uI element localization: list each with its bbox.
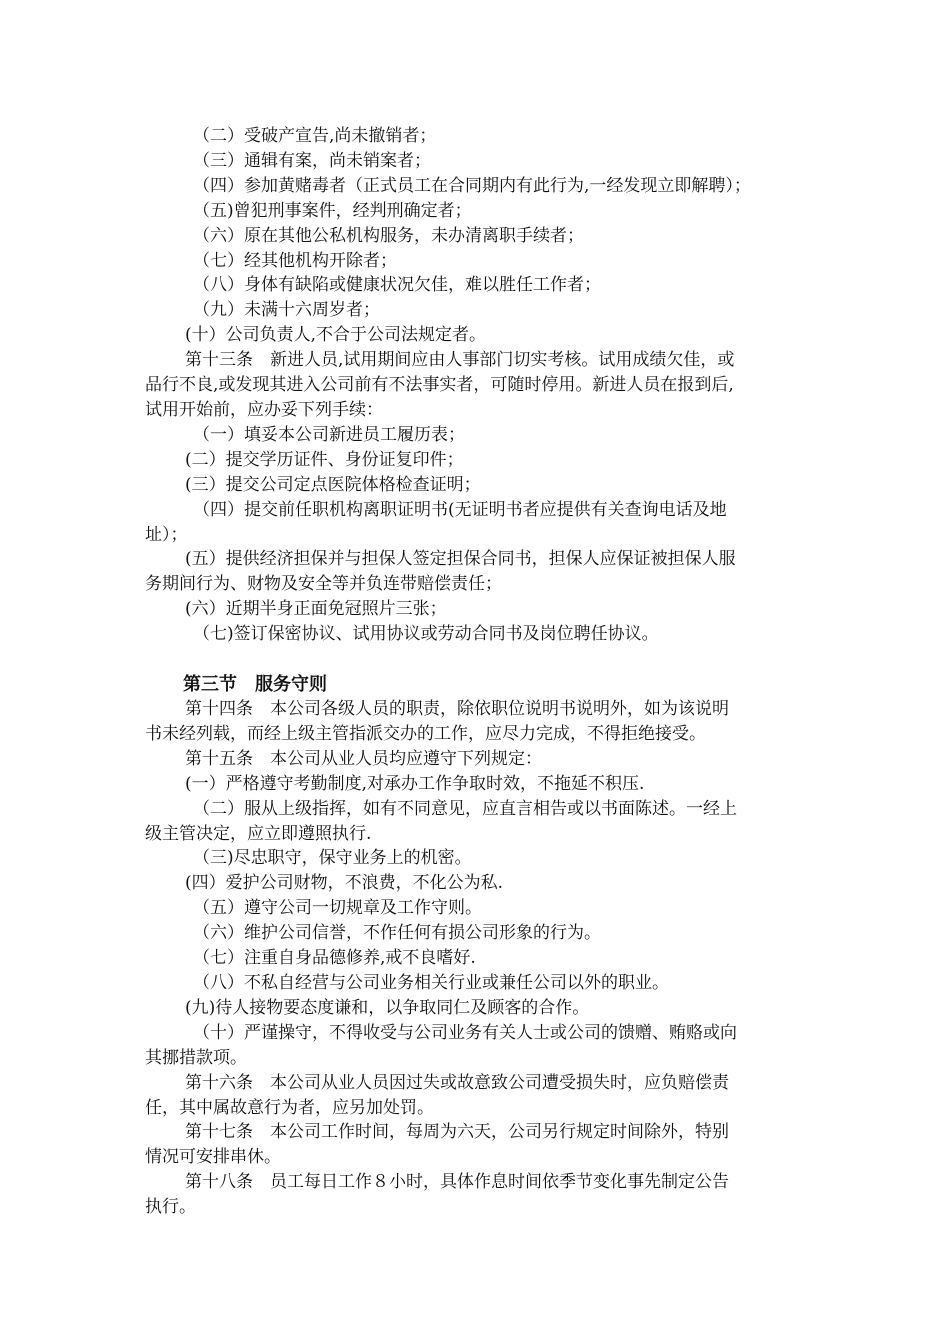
list-item: （四）参加黄赌毒者（正式员工在合同期内有此行为,一经发现立即解聘）； [193,175,751,196]
list-item: （七)签订保密协议、试用协议或劳动合同书及岗位聘任协议。 [193,624,659,645]
paragraph-continuation: 试用开始前，应办妥下列手续： [145,399,383,420]
article-paragraph: 第十五条 本公司从业人员均应遵守下列规定： [185,748,542,769]
list-item: （九）未满十六周岁者； [193,300,380,321]
list-item: （十）严谨操守，不得收受与公司业务有关人士或公司的馈赠、贿赂或向 [193,1022,737,1043]
list-item: (五）提供经济担保并与担保人签定担保合同书，担保人应保证被担保人服 [185,549,736,570]
article-paragraph: 第十三条 新进人员,试用期间应由人事部门切实考核。试用成绩欠佳，或 [185,350,735,371]
list-item: (十）公司负责人,不合于公司法规定者。 [185,325,487,346]
list-item: （三）通辑有案，尚未销案者； [193,150,431,171]
article-paragraph: 第十七条 本公司工作时间，每周为六天，公司另行规定时间除外，特别 [185,1122,729,1143]
list-item: (九)待人接物要态度谦和，以争取同仁及顾客的合作。 [185,997,590,1018]
list-item: （五)曾犯刑事案件，经判刑确定者； [193,200,472,221]
list-item: （三)尽忠职守，保守业务上的机密。 [193,848,472,869]
paragraph-continuation: 级主管决定，应立即遵照执行. [145,823,372,844]
list-item: （二）服从上级指挥，如有不同意见，应直言相告或以书面陈述。一经上 [193,798,737,819]
article-paragraph: 第十八条 员工每日工作８小时，具体作息时间依季节变化事先制定公告 [185,1172,729,1193]
list-item: (一）严格遵守考勤制度,对承办工作争取时效，不拖延不积压. [185,773,645,794]
paragraph-continuation: 品行不良,或发现其进入公司前有不法事实者，可随时停用。新进人员在报到后, [145,375,734,396]
paragraph-continuation: 书未经列载，而经上级主管指派交办的工作，应尽力完成，不得拒绝接受。 [145,723,706,744]
list-item: （一）填妥本公司新进员工履历表； [193,424,465,445]
document-body [145,124,807,1220]
list-item: （七）经其他机构开除者； [193,250,397,271]
paragraph-continuation: 情况可安排串休。 [145,1147,281,1168]
list-item: （七）注重自身品德修养,戒不良嗜好. [193,948,476,969]
paragraph-continuation: 址）； [145,524,188,545]
article-paragraph: 第十四条 本公司各级人员的职责，除依职位说明书说明外，如为该说明 [185,699,729,720]
article-paragraph: 第十六条 本公司从业人员因过失或故意致公司遭受损失时，应负赔偿责 [185,1072,729,1093]
list-item: (二）提交学历证件、身份证复印件； [185,449,464,470]
list-item: （六）原在其他公私机构服务，未办清离职手续者； [193,225,584,246]
list-item: （四）提交前任职机构离职证明书(无证明书者应提供有关查询电话及地 [193,499,727,520]
section-spacer [145,647,807,672]
list-item: (六）近期半身正面免冠照片三张； [185,599,447,620]
list-item: （五）遵守公司一切规章及工作守则。 [193,898,482,919]
list-item: （六）维护公司信誉，不作任何有损公司形象的行为。 [193,923,601,944]
paragraph-continuation: 任，其中属故意行为者，应另加处罚。 [145,1097,434,1118]
paragraph-continuation: 其挪措款项。 [145,1047,247,1068]
list-item: (四）爱护公司财物，不浪费，不化公为私. [185,873,504,894]
paragraph-continuation: 务期间行为、财物及安全等并负连带赔偿责任； [145,574,502,595]
list-item: （二）受破产宣告,尚未撤销者； [193,126,437,146]
section-heading: 第三节 服务守则 [183,674,327,696]
list-item: (三）提交公司定点医院体格检查证明； [185,474,481,495]
list-item: （八）不私自经营与公司业务相关行业或兼任公司以外的职业。 [193,973,669,993]
list-item: （八）身体有缺陷或健康状况欠佳，难以胜任工作者； [193,275,601,296]
paragraph-continuation: 执行。 [145,1197,196,1218]
